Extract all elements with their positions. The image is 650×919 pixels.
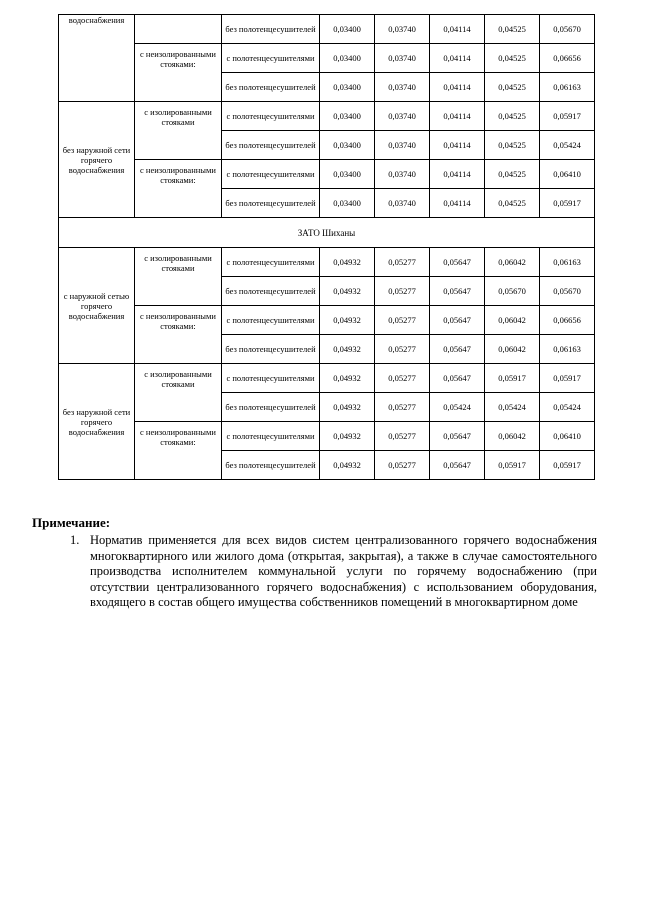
norm-value: 0,04932 bbox=[320, 422, 375, 451]
norm-value: 0,04932 bbox=[320, 248, 375, 277]
norm-value: 0,05647 bbox=[430, 306, 485, 335]
norm-value: 0,05647 bbox=[430, 364, 485, 393]
norm-value: 0,04932 bbox=[320, 335, 375, 364]
towel-dryer-cell: с полотенцесушителями bbox=[222, 44, 320, 73]
norm-value: 0,05424 bbox=[540, 393, 595, 422]
riser-type-cell: с неизолированными стояками: bbox=[135, 306, 222, 364]
norm-value: 0,03740 bbox=[375, 44, 430, 73]
norm-value: 0,04932 bbox=[320, 393, 375, 422]
norm-value: 0,05424 bbox=[540, 131, 595, 160]
norm-value: 0,04932 bbox=[320, 364, 375, 393]
table-row bbox=[59, 102, 595, 131]
norm-value: 0,05670 bbox=[540, 15, 595, 44]
norm-value: 0,05277 bbox=[375, 335, 430, 364]
supply-group-cell: водоснабжения bbox=[59, 15, 135, 102]
norm-value: 0,05277 bbox=[375, 248, 430, 277]
norm-value: 0,06042 bbox=[485, 422, 540, 451]
norm-value: 0,04114 bbox=[430, 102, 485, 131]
norm-value: 0,05647 bbox=[430, 335, 485, 364]
table-row bbox=[59, 44, 595, 73]
towel-dryer-cell: без полотенцесушителей bbox=[222, 73, 320, 102]
norm-value: 0,04114 bbox=[430, 160, 485, 189]
norm-value: 0,04932 bbox=[320, 306, 375, 335]
section-title: ЗАТО Шиханы bbox=[59, 218, 595, 248]
norm-value: 0,03400 bbox=[320, 15, 375, 44]
norm-value: 0,05424 bbox=[430, 393, 485, 422]
norm-value: 0,04932 bbox=[320, 277, 375, 306]
norm-value: 0,06163 bbox=[540, 73, 595, 102]
norm-value: 0,03400 bbox=[320, 44, 375, 73]
towel-dryer-cell: без полотенцесушителей bbox=[222, 393, 320, 422]
norm-value: 0,04525 bbox=[485, 102, 540, 131]
note-list bbox=[32, 533, 597, 611]
table-row bbox=[59, 422, 595, 451]
riser-type-cell: с неизолированными стояками: bbox=[135, 44, 222, 102]
norm-value: 0,03740 bbox=[375, 73, 430, 102]
norm-value: 0,06656 bbox=[540, 306, 595, 335]
norm-value: 0,03740 bbox=[375, 102, 430, 131]
riser-type-cell: с неизолированными стояками: bbox=[135, 422, 222, 480]
norm-value: 0,06163 bbox=[540, 248, 595, 277]
norm-value: 0,03740 bbox=[375, 160, 430, 189]
norm-value: 0,05917 bbox=[540, 102, 595, 131]
riser-type-cell: с изолированными стояками bbox=[135, 102, 222, 160]
towel-dryer-cell: без полотенцесушителей bbox=[222, 277, 320, 306]
norm-value: 0,03740 bbox=[375, 15, 430, 44]
towel-dryer-cell: с полотенцесушителями bbox=[222, 102, 320, 131]
note-section bbox=[32, 515, 597, 611]
norm-value: 0,03400 bbox=[320, 102, 375, 131]
table-row bbox=[59, 218, 595, 248]
norm-value: 0,06656 bbox=[540, 44, 595, 73]
riser-type-cell: с неизолированными стояками: bbox=[135, 160, 222, 218]
supply-group-cell: без наружной сети горячего водоснабжения bbox=[59, 102, 135, 218]
riser-type-cell: с изолированными стояками bbox=[135, 364, 222, 422]
norm-value: 0,05277 bbox=[375, 451, 430, 480]
norm-value: 0,05424 bbox=[485, 393, 540, 422]
supply-group-cell: без наружной сети горячего водоснабжения bbox=[59, 364, 135, 480]
norm-value: 0,06163 bbox=[540, 335, 595, 364]
note-item-number: 1. bbox=[70, 533, 80, 547]
norm-value: 0,05917 bbox=[485, 364, 540, 393]
norm-value: 0,03740 bbox=[375, 131, 430, 160]
norm-value: 0,05647 bbox=[430, 248, 485, 277]
norm-value: 0,05917 bbox=[540, 364, 595, 393]
norm-value: 0,03400 bbox=[320, 160, 375, 189]
norm-value: 0,04525 bbox=[485, 131, 540, 160]
norm-value: 0,03400 bbox=[320, 131, 375, 160]
norm-value: 0,06042 bbox=[485, 248, 540, 277]
towel-dryer-cell: без полотенцесушителей bbox=[222, 15, 320, 44]
norm-value: 0,05670 bbox=[540, 277, 595, 306]
norm-value: 0,05917 bbox=[485, 451, 540, 480]
note-title: Примечание: bbox=[32, 515, 111, 530]
note-item-text: Норматив применяется для всех видов систем централизованного горячего водоснабжения многоквартирного или жилого дома (открытая, закрытая), а также в случае самостоятельного производства исполнителем коммунальной услуги по горячему водоснабжению (при отсутствии централизованного горячего водоснабжения) с использованием оборудования, входящего в состав общего имущества собственников помещений в многоквартирном доме bbox=[90, 533, 597, 609]
norm-value: 0,03400 bbox=[320, 189, 375, 218]
towel-dryer-cell: с полотенцесушителями bbox=[222, 364, 320, 393]
riser-type-cell: с изолированными стояками bbox=[135, 248, 222, 306]
norm-value: 0,05647 bbox=[430, 422, 485, 451]
norm-value: 0,04114 bbox=[430, 131, 485, 160]
towel-dryer-cell: с полотенцесушителями bbox=[222, 248, 320, 277]
towel-dryer-cell: с полотенцесушителями bbox=[222, 422, 320, 451]
riser-type-cell bbox=[135, 15, 222, 44]
supply-group-cell: с наружной сетью горячего водоснабжения bbox=[59, 248, 135, 364]
norm-value: 0,06410 bbox=[540, 422, 595, 451]
norm-value: 0,03740 bbox=[375, 189, 430, 218]
norm-value: 0,04114 bbox=[430, 44, 485, 73]
towel-dryer-cell: с полотенцесушителями bbox=[222, 160, 320, 189]
norm-value: 0,05647 bbox=[430, 451, 485, 480]
norm-value: 0,05647 bbox=[430, 277, 485, 306]
norm-value: 0,04525 bbox=[485, 44, 540, 73]
norm-value: 0,04114 bbox=[430, 189, 485, 218]
norm-value: 0,05277 bbox=[375, 364, 430, 393]
norm-value: 0,04114 bbox=[430, 73, 485, 102]
norm-value: 0,05277 bbox=[375, 422, 430, 451]
norm-value: 0,06042 bbox=[485, 335, 540, 364]
towel-dryer-cell: с полотенцесушителями bbox=[222, 306, 320, 335]
towel-dryer-cell: без полотенцесушителей bbox=[222, 131, 320, 160]
norm-value: 0,04932 bbox=[320, 451, 375, 480]
towel-dryer-cell: без полотенцесушителей bbox=[222, 451, 320, 480]
note-item bbox=[32, 533, 597, 611]
norm-value: 0,05917 bbox=[540, 451, 595, 480]
table-row bbox=[59, 15, 595, 44]
norm-value: 0,04525 bbox=[485, 160, 540, 189]
norm-value: 0,05670 bbox=[485, 277, 540, 306]
norm-value: 0,06410 bbox=[540, 160, 595, 189]
norm-value: 0,04525 bbox=[485, 73, 540, 102]
norm-value: 0,06042 bbox=[485, 306, 540, 335]
norm-value: 0,04525 bbox=[485, 189, 540, 218]
norm-value: 0,04114 bbox=[430, 15, 485, 44]
norm-value: 0,03400 bbox=[320, 73, 375, 102]
norm-value: 0,05277 bbox=[375, 277, 430, 306]
norm-value: 0,05277 bbox=[375, 393, 430, 422]
towel-dryer-cell: без полотенцесушителей bbox=[222, 335, 320, 364]
norm-value: 0,04525 bbox=[485, 15, 540, 44]
norm-value: 0,05277 bbox=[375, 306, 430, 335]
table-row bbox=[59, 248, 595, 277]
norms-table bbox=[58, 14, 595, 480]
table-row bbox=[59, 306, 595, 335]
towel-dryer-cell: без полотенцесушителей bbox=[222, 189, 320, 218]
norm-value: 0,05917 bbox=[540, 189, 595, 218]
table-row bbox=[59, 160, 595, 189]
table-row bbox=[59, 364, 595, 393]
